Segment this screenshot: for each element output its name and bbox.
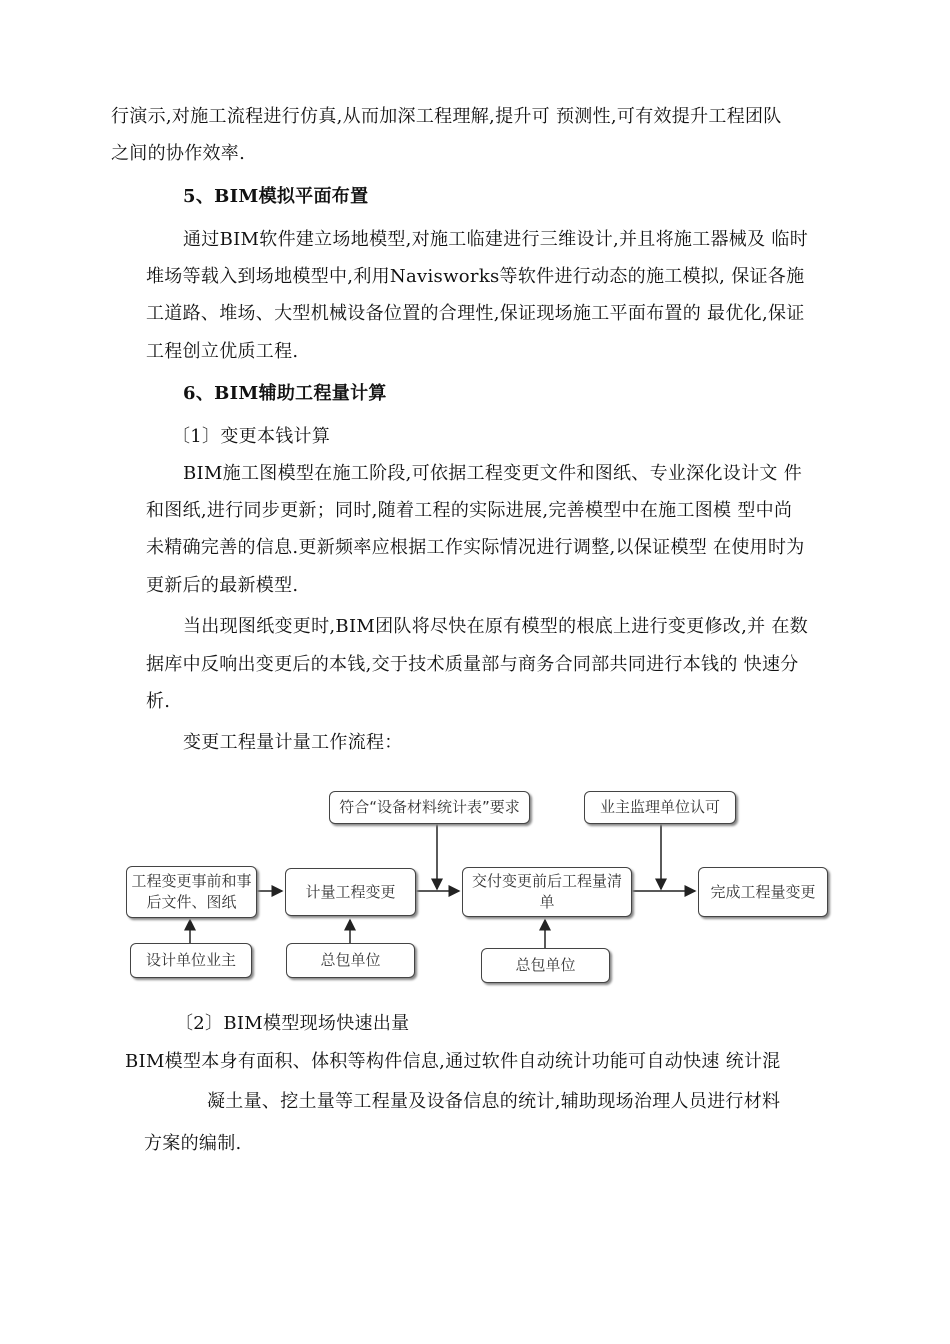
subsection-heading-2: 〔2〕BIM模型现场快速出量: [175, 1013, 410, 1034]
design-owner-box: 设计单位业主: [130, 943, 252, 978]
section-heading-5: 5、BIM模拟平面布置: [183, 186, 369, 207]
paragraph-line: 方案的编制.: [144, 1133, 242, 1154]
paragraph-line: 凝土量、挖土量等工程量及设备信息的统计,辅助现场治理人员进行材料: [207, 1091, 781, 1112]
contractor-box-2: 总包单位: [481, 948, 610, 983]
paragraph-line: 据库中反响出变更后的本钱,交于技术质量部与商务合同部共同进行本钱的 快速分: [146, 654, 799, 675]
paragraph-line: 堆场等载入到场地模型中,利用Navisworks等软件进行动态的施工模拟, 保证各施: [146, 266, 805, 287]
paragraph-line: 之间的协作效率.: [111, 143, 246, 164]
paragraph-line: 工道路、堆场、大型机械设备位置的合理性,保证现场施工平面布置的 最优化,保证: [146, 303, 805, 324]
flowchart-caption: 变更工程量计量工作流程：: [183, 732, 403, 753]
change-quantity-flowchart: [120, 780, 840, 990]
paragraph-line: BIM施工图模型在施工阶段,可依据工程变更文件和图纸、专业深化设计文 件: [183, 463, 803, 484]
paragraph-line: 析.: [146, 691, 171, 712]
paragraph-line: BIM模型本身有面积、体积等构件信息,通过软件自动统计功能可自动快速 统计混: [125, 1051, 781, 1072]
change-documents-line1: 工程变更事前和事: [131, 872, 252, 890]
measure-change-box: 计量工程变更: [285, 868, 416, 916]
approval-box: 业主监理单位认可: [584, 791, 736, 824]
paragraph-line: 更新后的最新模型.: [146, 575, 299, 596]
complete-change-box: 完成工程量变更: [698, 867, 828, 917]
quantity-list-box: 交付变更前后工程量清单: [462, 867, 632, 917]
paragraph-line: 和图纸,进行同步更新；同时,随着工程的实际进展,完善模型中在施工图模 型中尚: [146, 500, 793, 521]
change-documents-line2: 后文件、图纸: [146, 893, 237, 911]
section-heading-6: 6、BIM辅助工程量计算: [183, 383, 387, 404]
paragraph-line: 未精确完善的信息.更新频率应根据工作实际情况进行调整,以保证模型 在使用时为: [146, 537, 805, 558]
subsection-heading-1: 〔1〕变更本钱计算: [172, 426, 331, 447]
paragraph-line: 当出现图纸变更时,BIM团队将尽快在原有模型的根底上进行变更修改,并 在数: [183, 616, 809, 637]
paragraph-line: 工程创立优质工程.: [146, 341, 299, 362]
contractor-box-1: 总包单位: [286, 943, 415, 978]
change-documents-box: [126, 866, 257, 918]
requirement-box: 符合“设备材料统计表”要求: [329, 791, 530, 824]
paragraph-line: 通过BIM软件建立场地模型,对施工临建进行三维设计,并且将施工器械及 临时: [183, 229, 809, 250]
paragraph-line: 行演示,对施工流程进行仿真,从而加深工程理解,提升可 预测性,可有效提升工程团队: [111, 106, 782, 127]
